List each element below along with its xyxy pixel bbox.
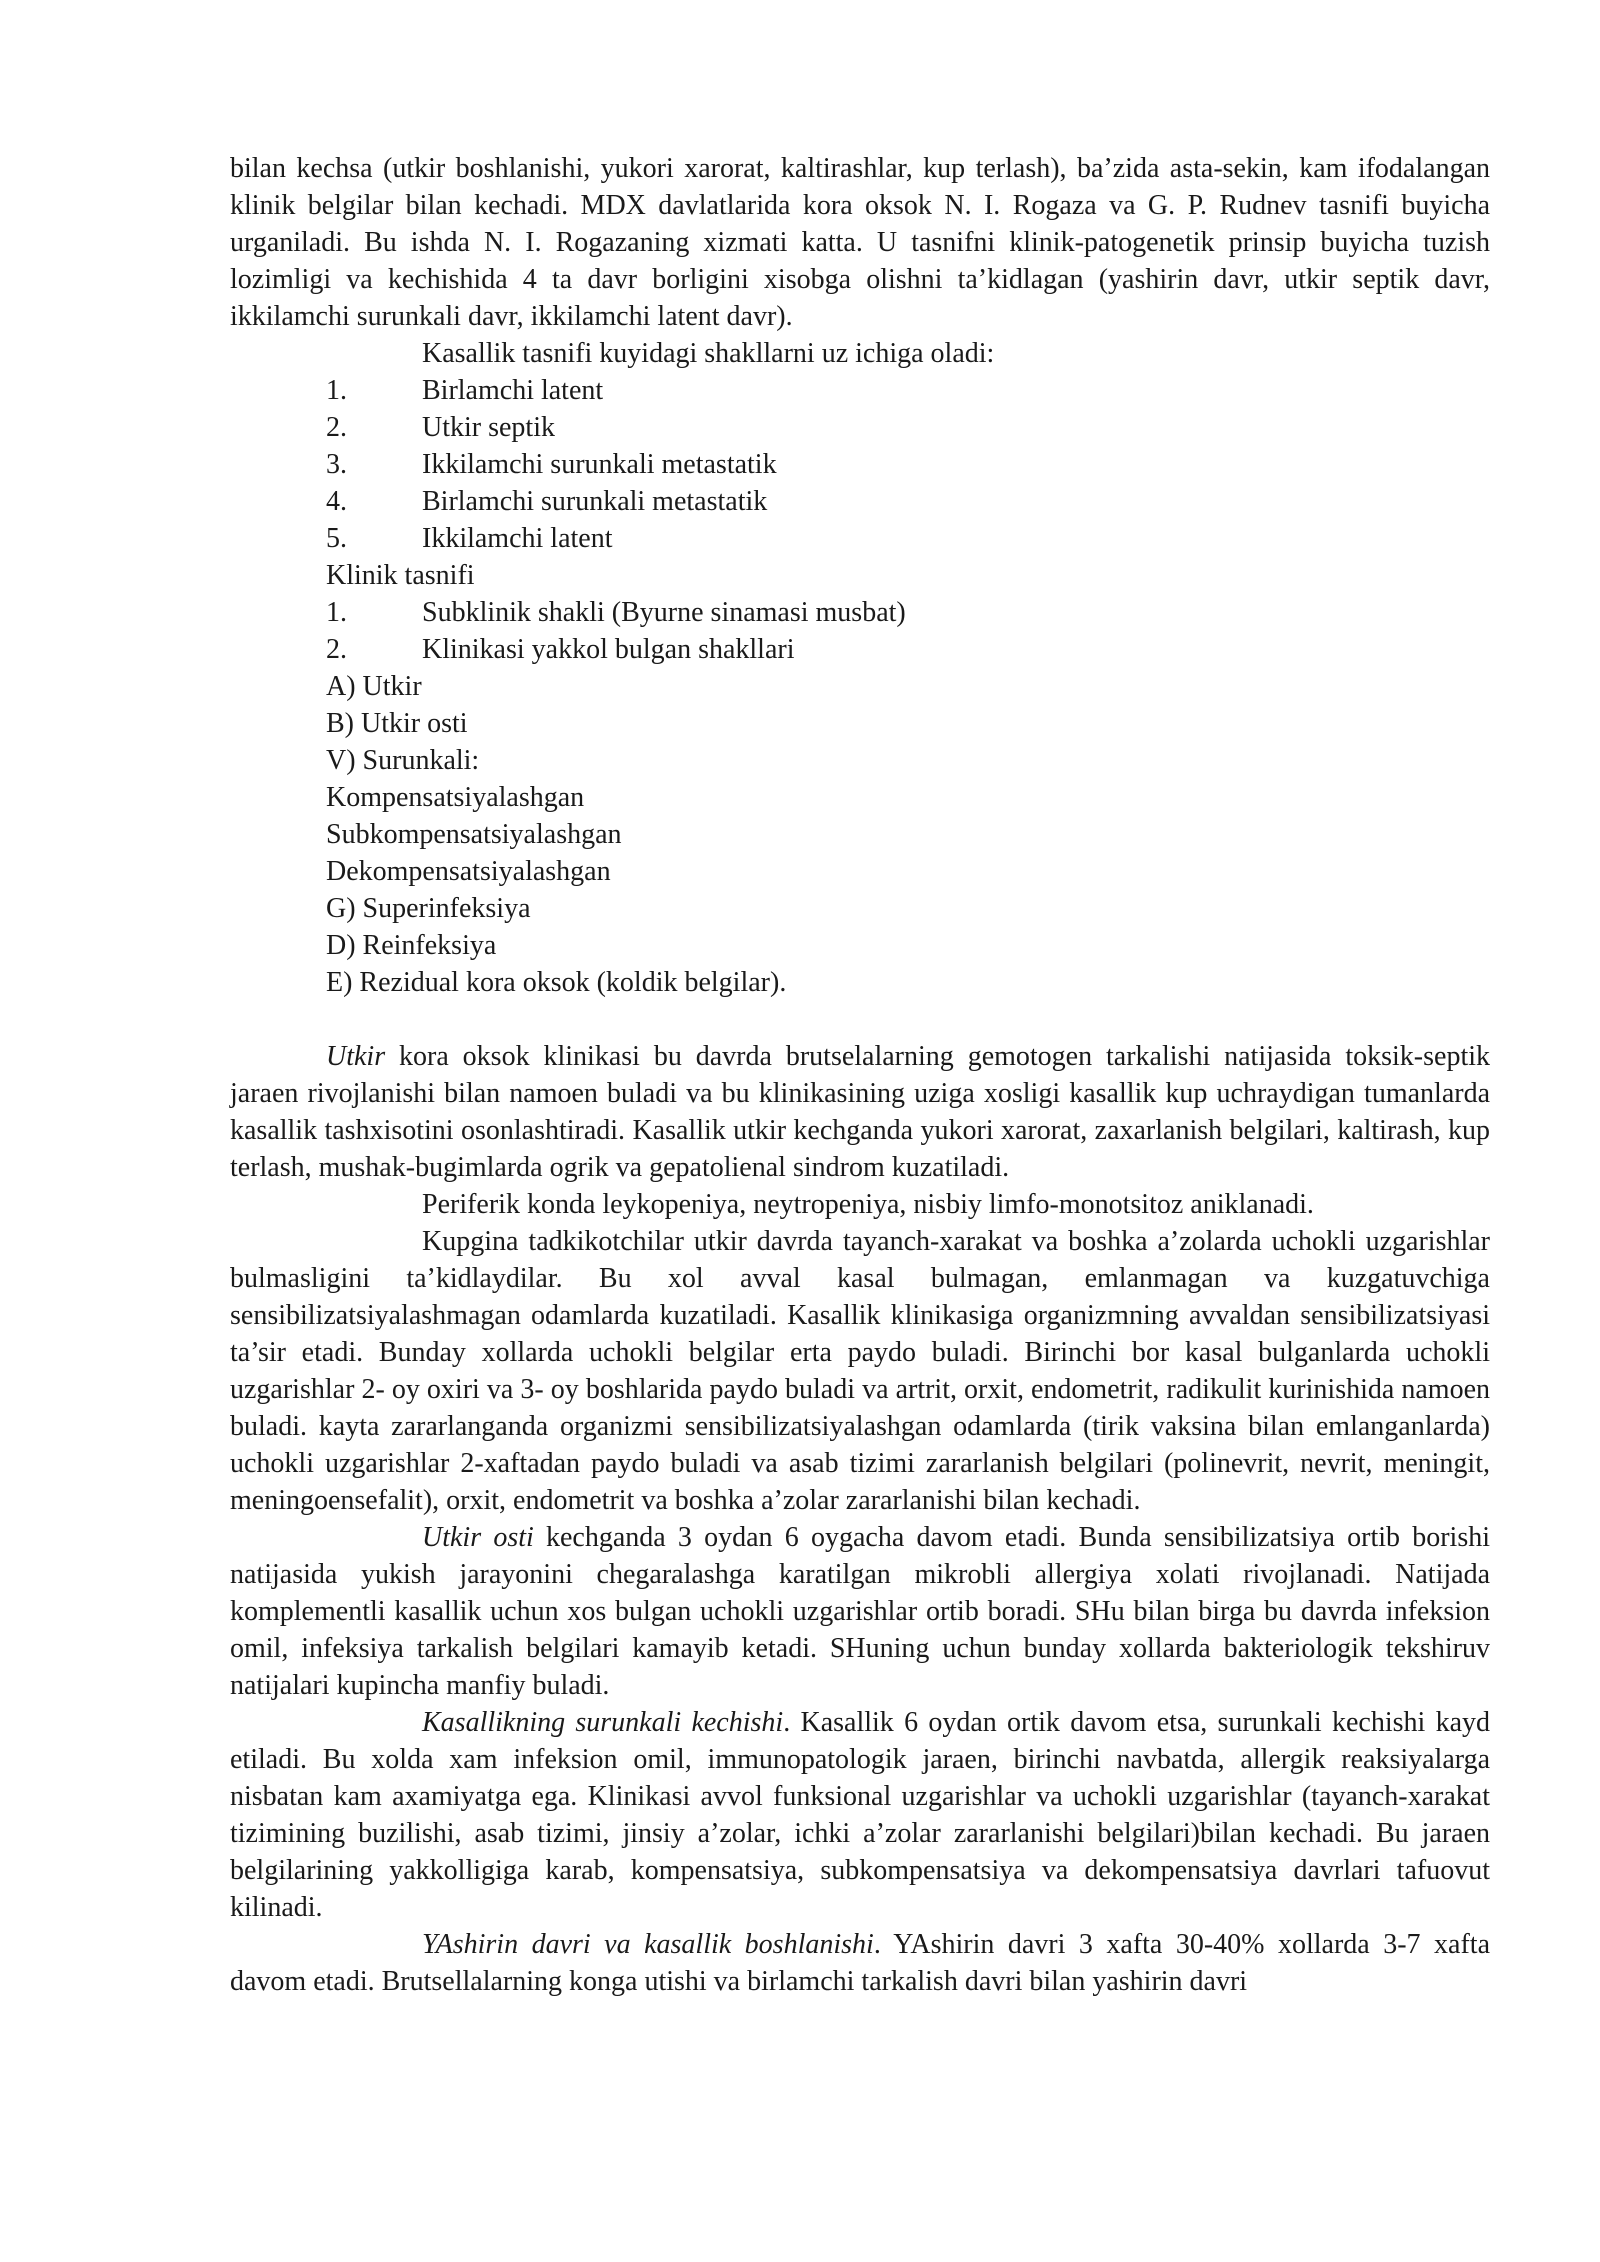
yashirin-text: . YAshirin davri 3 xafta 30-40% xollarda 3-7 xafta davom etadi. Brutsellalarning konga utishi va birlamchi tarkalish davri bilan yashirin davri [230,1929,1490,1997]
utkir-term: Utkir [326,1041,386,1072]
clinical-heading: Klinik tasnifi [326,560,475,591]
clinical-sub-item: G) Superinfeksiya [326,893,531,924]
list-item [326,409,1490,446]
paragraph-classification-intro: Kasallik tasnifi kuyidagi shakllarni uz ichiga oladi: [422,338,995,369]
surunkali-text: . Kasallik 6 oydan ortik davom etsa, surunkali kechishi kayd etiladi. Bu xolda xam infeksion omil, immunopatologik jaraen, birinchi navbatda, allergik reaksiyalarga nisbatan kam axamiyatga ega. Klinikasi avvol funksional uzgarishlar va uchokli uzgarishlar (tayanch-xarakat tizimining buzilishi, asab tizimi, jinsiy a’zolar, ichki a’zolar zararlanishi belgilari)bilan kechadi. Bu jaraen belgilarining yakkolligiga karab, kompensatsiya, subkompensatsiya va dekompensatsiya davrlari tafuovut kilinadi. [230,1707,1491,1923]
paragraph-kupgina: Kupgina tadkikotchilar utkir davrda tayanch-xarakat va boshka a’zolarda uchokli uzgarishlar bulmasligini ta’kidlaydilar. Bu xol avval kasal bulmagan, emlanmagan va kuzgatuvchiga sensibilizatsiyalashmagan odamlarda kuzatiladi. Kasallik klinikasiga organizmning avvaldan sensibilizatsiyasi ta’sir etadi. Bunday xollarda uchokli belgilar erta paydo buladi. Birinchi bor kasal bulganlarda uchokli uzgarishlar 2- oy oxiri va 3- oy boshlarida paydo buladi va artrit, orxit, endometrit, radikulit kurinishida namoen buladi. kayta zararlanganda organizmi sensibilizatsiyalashgan odamlarda (tirik vaksina bilan emlanganlarda) uchokli uzgarishlar 2-xaftadan paydo buladi va asab tizimi zararlanish belgilari (polinevrit, nevrit, meningit, meningoensefalit), orxit, endometrit va boshka a’zolar zararlanishi bilan kechadi. [230,1226,1490,1516]
clinical-sub-item: Kompensatsiyalashgan [326,782,585,813]
list-text: Ikkilamchi latent [422,523,613,554]
list-number: 1. [326,597,347,628]
document-page [230,150,1490,2000]
paragraph-utkir [230,1038,1490,1186]
list-text: Ikkilamchi surunkali metastatik [422,449,777,480]
paragraph-yashirin [230,1926,1490,2000]
list-item [326,520,1490,557]
list-item [326,446,1490,483]
list-text: Klinikasi yakkol bulgan shakllari [422,634,795,665]
utkir-osti-term: Utkir osti [422,1522,534,1553]
list-item [326,372,1490,409]
list-item [326,483,1490,520]
paragraph-utkir-osti [230,1519,1490,1704]
clinical-sub-item: E) Rezidual kora oksok (koldik belgilar). [326,967,787,998]
clinical-sub-item: B) Utkir osti [326,708,468,739]
list-number: 2. [326,412,347,443]
clinical-sub-item: A) Utkir [326,671,422,702]
list-number: 2. [326,634,347,665]
clinical-sub-item: D) Reinfeksiya [326,930,497,961]
utkir-text: kora oksok klinikasi bu davrda brutselalarning gemotogen tarkalishi natijasida toksik-septik jaraen rivojlanishi bilan namoen buladi va bu klinikasining uziga xosligi kasallik kup uchraydigan tumanlarda kasallik tashxisotini osonlashtiradi. Kasallik utkir kechganda yukori xarorat, zaxarlanish belgilari, kaltirash, kup terlash, mushak-bugimlarda ogrik va gepatolienal sindrom kuzatiladi. [230,1041,1490,1183]
paragraph-intro: bilan kechsa (utkir boshlanishi, yukori xarorat, kaltirashlar, kup terlash), ba’zida asta-sekin, kam ifodalangan klinik belgilar bilan kechadi. MDX davlatlarida kora oksok N. I. Rogaza va G. P. Rudnev tasnifi buyicha urganiladi. Bu ishda N. I. Rogazaning xizmati katta. U tasnifni klinik-patogenetik prinsip buyicha tuzish lozimligi va kechishida 4 ta davr borligini xisobga olishni ta’kidlagan (yashirin davr, utkir septik davr, ikkilamchi surunkali davr, ikkilamchi latent davr). [230,153,1490,332]
paragraph-spacer [230,1001,1490,1038]
clinical-sub-item: Subkompensatsiyalashgan [326,819,622,850]
list-number: 1. [326,375,347,406]
list-text: Utkir septik [422,412,555,443]
forms-list [230,372,1490,557]
utkir-osti-text: kechganda 3 oydan 6 oygacha davom etadi. Bunda sensibilizatsiya ortib borishi natijasida yukish jarayonini chegaralashga karatilgan mikrobli allergiya xolati rivojlanadi. Natijada komplementli kasallik uchun xos bulgan uchokli uzgarishlar ortib boradi. SHu bilan birga bu davrda infeksion omil, infeksiya tarkalish belgilari kamayib ketadi. SHuning uchun bunday xollarda bakteriologik tekshiruv natijalari kupincha manfiy buladi. [230,1522,1491,1701]
list-item [326,631,1490,668]
paragraph-periferik: Periferik konda leykopeniya, neytropeniya, nisbiy limfo-monotsitoz aniklanadi. [422,1189,1314,1220]
yashirin-term: YAshirin davri va kasallik boshlanishi [422,1929,874,1960]
paragraph-surunkali [230,1704,1490,1926]
surunkali-term: Kasallikning surunkali kechishi [422,1707,784,1738]
clinical-list [230,594,1490,668]
list-text: Birlamchi latent [422,375,604,406]
list-number: 5. [326,523,347,554]
list-item [326,594,1490,631]
list-text: Subklinik shakli (Byurne sinamasi musbat) [422,597,906,628]
clinical-sub-item: Dekompensatsiyalashgan [326,856,611,887]
list-number: 4. [326,486,347,517]
clinical-sub-item: V) Surunkali: [326,745,480,776]
list-text: Birlamchi surunkali metastatik [422,486,768,517]
list-number: 3. [326,449,347,480]
